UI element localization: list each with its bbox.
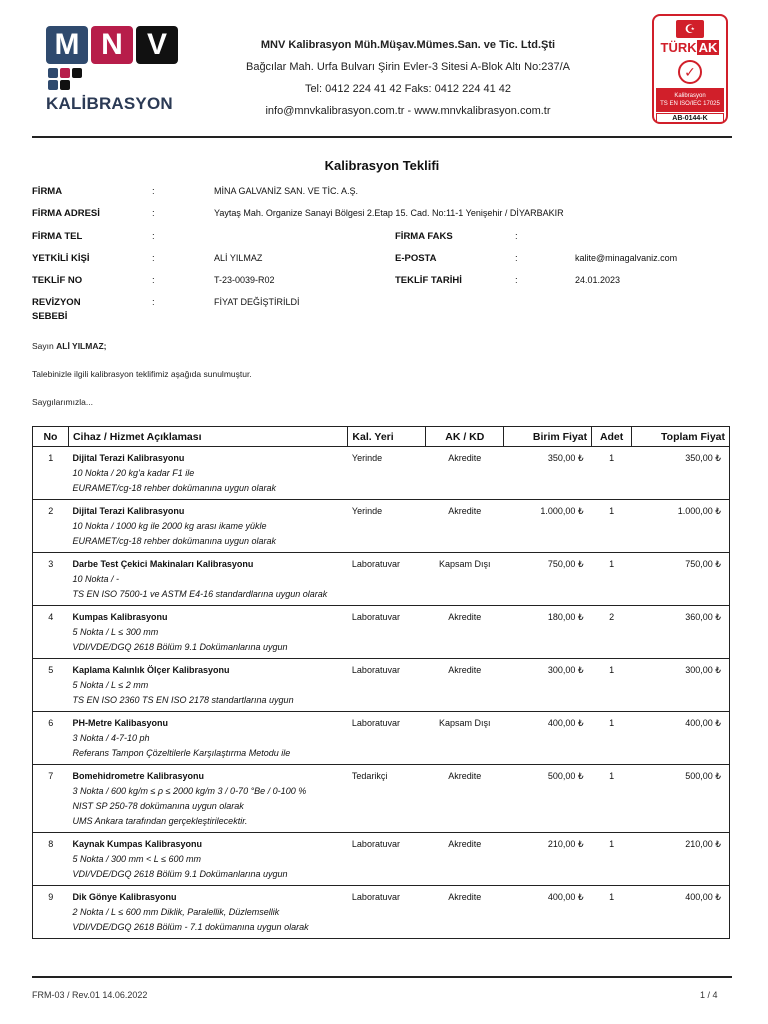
colon: : bbox=[152, 275, 155, 286]
adres-value: Yaytaş Mah. Organize Sanayi Bölgesi 2.Etap 15. Cad. No:11-1 Yenişehir / DİYARBAKIR bbox=[214, 208, 564, 218]
service-title: Dik Gönye Kalibrasyonu bbox=[72, 892, 177, 902]
table-row bbox=[33, 765, 730, 833]
row-no: 1 bbox=[33, 447, 69, 500]
table-row bbox=[33, 500, 730, 553]
row-no: 7 bbox=[33, 765, 69, 833]
row-quantity: 1 bbox=[592, 712, 632, 765]
row-description bbox=[68, 765, 347, 833]
table-row bbox=[33, 553, 730, 606]
service-detail: 10 Nokta / - bbox=[72, 574, 119, 584]
service-title: Kaplama Kalınlık Ölçer Kalibrasyonu bbox=[72, 665, 230, 675]
letter-body: Talebinizle ilgili kalibrasyon teklifimiz aşağıda sunulmuştur. bbox=[32, 369, 252, 379]
company-address: Bağcılar Mah. Urfa Bulvarı Şirin Evler-3 Sitesi A-Blok Altı No:237/A bbox=[245, 61, 571, 73]
row-total: 300,00 ₺ bbox=[632, 659, 730, 712]
col-header-location: Kal. Yeri bbox=[348, 427, 426, 447]
row-description bbox=[68, 712, 347, 765]
company-phone: Tel: 0412 224 41 42 Faks: 0412 224 41 42 bbox=[304, 83, 512, 95]
logo-dots-icon bbox=[48, 68, 94, 90]
row-no: 2 bbox=[33, 500, 69, 553]
turkak-standard: Kalibrasyon TS EN ISO/IEC 17025 bbox=[656, 88, 724, 112]
crescent-star-icon: ☪ bbox=[676, 20, 704, 38]
service-detail: Referans Tampon Çözeltilerle Karşılaştırma Metodu ile bbox=[72, 748, 291, 758]
table-row bbox=[33, 886, 730, 939]
faks-label: FİRMA FAKS bbox=[395, 231, 453, 242]
company-web: info@mnvkalibrasyon.com.tr - www.mnvkalibrasyon.com.tr bbox=[265, 105, 551, 117]
row-location: Laboratuvar bbox=[348, 606, 426, 659]
logo-letter-v: V bbox=[136, 26, 178, 64]
row-location: Yerinde bbox=[348, 447, 426, 500]
row-quantity: 1 bbox=[592, 447, 632, 500]
row-unit-price: 750,00 ₺ bbox=[504, 553, 592, 606]
row-total: 360,00 ₺ bbox=[632, 606, 730, 659]
document-header bbox=[32, 14, 732, 132]
eposta-value: kalite@minagalvaniz.com bbox=[575, 253, 678, 263]
service-title: Dijital Terazi Kalibrasyonu bbox=[72, 453, 185, 463]
row-akkd: Akredite bbox=[426, 659, 504, 712]
row-description bbox=[68, 500, 347, 553]
teklif-no-value: T-23-0039-R02 bbox=[214, 275, 275, 285]
service-detail: UMS Ankara tarafından gerçekleştirilecektir. bbox=[72, 816, 248, 826]
colon: : bbox=[515, 275, 518, 286]
logo-letter-n: N bbox=[91, 26, 133, 64]
row-quantity: 1 bbox=[592, 500, 632, 553]
turkak-name: TÜRK AK bbox=[660, 40, 718, 55]
service-title: Bomehidrometre Kalibrasyonu bbox=[72, 771, 204, 781]
service-detail: TS EN ISO 7500-1 ve ASTM E4-16 standardlarına uygun olarak bbox=[72, 589, 328, 599]
row-description bbox=[68, 659, 347, 712]
col-header-quantity: Adet bbox=[592, 427, 632, 447]
row-quantity: 1 bbox=[592, 659, 632, 712]
row-unit-price: 1.000,00 ₺ bbox=[504, 500, 592, 553]
row-quantity: 1 bbox=[592, 765, 632, 833]
row-total: 350,00 ₺ bbox=[632, 447, 730, 500]
row-akkd: Akredite bbox=[426, 606, 504, 659]
row-location: Laboratuvar bbox=[348, 553, 426, 606]
service-detail: 5 Nokta / 300 mm < L ≤ 600 mm bbox=[72, 854, 202, 864]
colon: : bbox=[152, 208, 155, 219]
service-title: Kaynak Kumpas Kalibrasyonu bbox=[72, 839, 202, 849]
row-total: 750,00 ₺ bbox=[632, 553, 730, 606]
col-header-total: Toplam Fiyat bbox=[632, 427, 730, 447]
row-description bbox=[68, 553, 347, 606]
service-detail: 2 Nokta / L ≤ 600 mm Diklik, Paralellik, Düzlemsellik bbox=[72, 907, 280, 917]
table-row bbox=[33, 447, 730, 500]
col-header-akkd: AK / KD bbox=[426, 427, 504, 447]
row-total: 400,00 ₺ bbox=[632, 886, 730, 939]
turkak-code: AB-0144-K bbox=[656, 113, 724, 123]
mnv-logo bbox=[46, 26, 186, 126]
row-no: 6 bbox=[33, 712, 69, 765]
row-akkd: Kapsam Dışı bbox=[426, 553, 504, 606]
colon: : bbox=[152, 253, 155, 264]
tel-label: FİRMA TEL bbox=[32, 231, 83, 242]
teklif-tarihi-label: TEKLİF TARİHİ bbox=[395, 275, 462, 286]
row-description bbox=[68, 886, 347, 939]
service-detail: 3 Nokta / 600 kg/m ≤ ρ ≤ 2000 kg/m 3 / 0-70 °Be / 0-100 % bbox=[72, 786, 307, 796]
header-divider bbox=[32, 136, 732, 138]
row-location: Laboratuvar bbox=[348, 886, 426, 939]
revizyon-label: REVİZYON bbox=[32, 297, 81, 308]
table-row bbox=[33, 712, 730, 765]
service-detail: 10 Nokta / 20 kg'a kadar F1 ile bbox=[72, 468, 195, 478]
service-detail: 3 Nokta / 4-7-10 ph bbox=[72, 733, 150, 743]
row-unit-price: 400,00 ₺ bbox=[504, 712, 592, 765]
row-unit-price: 500,00 ₺ bbox=[504, 765, 592, 833]
yetkili-value: ALİ YILMAZ bbox=[214, 253, 263, 263]
service-detail: 10 Nokta / 1000 kg ile 2000 kg arası ikame yükle bbox=[72, 521, 267, 531]
row-unit-price: 180,00 ₺ bbox=[504, 606, 592, 659]
firma-value: MİNA GALVANİZ SAN. VE TİC. A.Ş. bbox=[214, 186, 359, 196]
row-total: 210,00 ₺ bbox=[632, 833, 730, 886]
row-description bbox=[68, 447, 347, 500]
quote-items-table bbox=[32, 426, 730, 939]
colon: : bbox=[515, 231, 518, 242]
service-detail: VDI/VDE/DGQ 2618 Bölüm 9.1 Dokümanlarına uygun bbox=[72, 869, 288, 879]
form-code: FRM-03 / Rev.01 14.06.2022 bbox=[32, 990, 148, 1000]
adres-label: FİRMA ADRESİ bbox=[32, 208, 100, 219]
row-location: Laboratuvar bbox=[348, 712, 426, 765]
letter-greeting: Sayın ALİ YILMAZ; bbox=[32, 341, 107, 351]
greeting-name: ALİ YILMAZ; bbox=[56, 341, 107, 351]
col-header-no: No bbox=[33, 427, 69, 447]
table-row bbox=[33, 606, 730, 659]
colon: : bbox=[152, 297, 155, 308]
footer-divider bbox=[32, 976, 732, 978]
row-no: 4 bbox=[33, 606, 69, 659]
row-location: Laboratuvar bbox=[348, 833, 426, 886]
letter-closing: Saygılarımızla... bbox=[32, 397, 93, 407]
service-title: Kumpas Kalibrasyonu bbox=[72, 612, 168, 622]
row-unit-price: 400,00 ₺ bbox=[504, 886, 592, 939]
teklif-tarihi-value: 24.01.2023 bbox=[575, 275, 621, 285]
table-row bbox=[33, 833, 730, 886]
row-description bbox=[68, 833, 347, 886]
revizyon-label-2: SEBEBİ bbox=[32, 311, 68, 322]
row-akkd: Akredite bbox=[426, 447, 504, 500]
table-row bbox=[33, 659, 730, 712]
row-quantity: 1 bbox=[592, 553, 632, 606]
service-detail: EURAMET/cg-18 rehber dokümanına uygun olarak bbox=[72, 536, 277, 546]
service-detail: 5 Nokta / L ≤ 300 mm bbox=[72, 627, 159, 637]
turkak-accreditation-badge bbox=[652, 14, 728, 124]
col-header-description: Cihaz / Hizmet Açıklaması bbox=[68, 427, 347, 447]
row-akkd: Kapsam Dışı bbox=[426, 712, 504, 765]
row-akkd: Akredite bbox=[426, 833, 504, 886]
company-info bbox=[238, 34, 578, 122]
row-no: 3 bbox=[33, 553, 69, 606]
revizyon-value: FİYAT DEĞİŞTİRİLDİ bbox=[214, 297, 300, 307]
service-detail: EURAMET/cg-18 rehber dokümanına uygun olarak bbox=[72, 483, 277, 493]
row-quantity: 2 bbox=[592, 606, 632, 659]
col-header-unit-price: Birim Fiyat bbox=[504, 427, 592, 447]
row-unit-price: 350,00 ₺ bbox=[504, 447, 592, 500]
eposta-label: E-POSTA bbox=[395, 253, 437, 264]
logo-letter-m: M bbox=[46, 26, 88, 64]
row-location: Yerinde bbox=[348, 500, 426, 553]
service-detail: TS EN ISO 2360 TS EN ISO 2178 standartlarına uygun bbox=[72, 695, 294, 705]
page-title: Kalibrasyon Teklifi bbox=[324, 158, 440, 173]
service-title: Dijital Terazi Kalibrasyonu bbox=[72, 506, 185, 516]
row-unit-price: 210,00 ₺ bbox=[504, 833, 592, 886]
row-akkd: Akredite bbox=[426, 886, 504, 939]
table-header-row bbox=[33, 427, 730, 447]
row-no: 5 bbox=[33, 659, 69, 712]
colon: : bbox=[152, 231, 155, 242]
row-no: 9 bbox=[33, 886, 69, 939]
row-total: 400,00 ₺ bbox=[632, 712, 730, 765]
colon: : bbox=[515, 253, 518, 264]
service-title: PH-Metre Kalibasyonu bbox=[72, 718, 168, 728]
service-detail: NIST SP 250-78 dokümanına uygun olarak bbox=[72, 801, 244, 811]
row-quantity: 1 bbox=[592, 886, 632, 939]
row-location: Laboratuvar bbox=[348, 659, 426, 712]
row-total: 500,00 ₺ bbox=[632, 765, 730, 833]
company-name: MNV Kalibrasyon Müh.Müşav.Mümes.San. ve Tic. Ltd.Şti bbox=[260, 39, 556, 51]
yetkili-label: YETKİLİ KİŞİ bbox=[32, 253, 90, 264]
teklif-no-label: TEKLİF NO bbox=[32, 275, 83, 286]
service-detail: VDI/VDE/DGQ 2618 Bölüm - 7.1 dokümanına uygun olarak bbox=[72, 922, 309, 932]
row-location: Tedarikçi bbox=[348, 765, 426, 833]
page-number: 1 / 4 bbox=[700, 990, 718, 1000]
service-title: Darbe Test Çekici Makinaları Kalibrasyonu bbox=[72, 559, 254, 569]
row-total: 1.000,00 ₺ bbox=[632, 500, 730, 553]
firma-label: FİRMA bbox=[32, 186, 63, 197]
service-detail: 5 Nokta / L ≤ 2 mm bbox=[72, 680, 149, 690]
row-no: 8 bbox=[33, 833, 69, 886]
row-description bbox=[68, 606, 347, 659]
row-quantity: 1 bbox=[592, 833, 632, 886]
logo-wordmark: KALİBRASYON bbox=[46, 94, 173, 113]
checkmark-icon: ✓ bbox=[678, 60, 702, 84]
row-akkd: Akredite bbox=[426, 765, 504, 833]
service-detail: VDI/VDE/DGQ 2618 Bölüm 9.1 Dokümanlarına uygun bbox=[72, 642, 288, 652]
colon: : bbox=[152, 186, 155, 197]
row-akkd: Akredite bbox=[426, 500, 504, 553]
row-unit-price: 300,00 ₺ bbox=[504, 659, 592, 712]
